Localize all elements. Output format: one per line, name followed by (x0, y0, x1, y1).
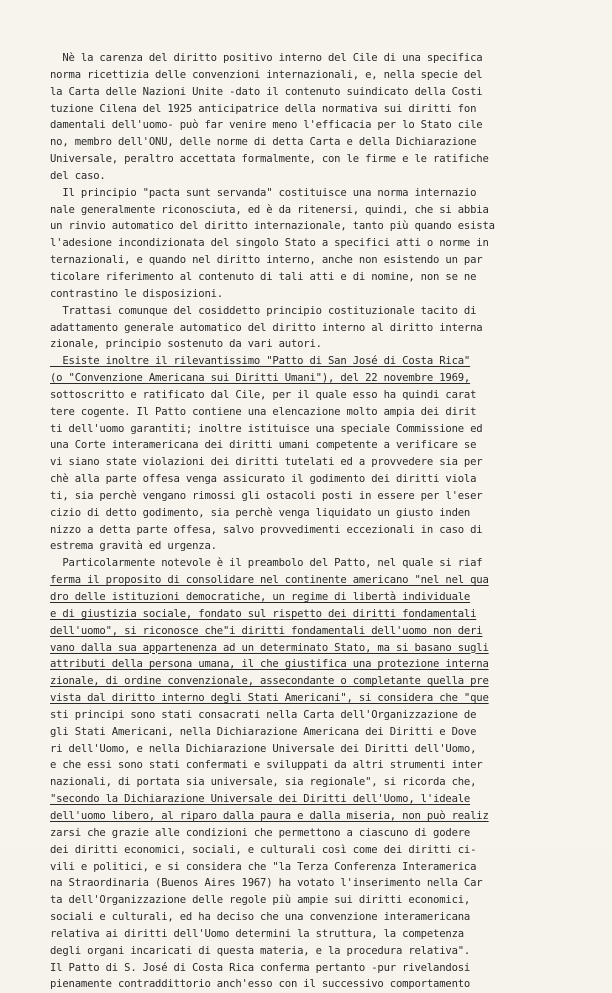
text-line: Il principio "pacta sunt servanda" costituisce una norma internazio (50, 186, 477, 199)
text-line: una Corte interamericana dei diritti umani competente a verificare se (50, 439, 477, 452)
text-line: sti principi sono stati consacrati nella Carta dell'Organizzazione de (50, 708, 477, 721)
text-line: vili e politici, e si considera che "la Terza Conferenza Interamerica (50, 860, 477, 873)
text-line: "secondo la Dichiarazione Universale dei Diritti dell'Uomo, l'ideale (50, 793, 471, 806)
document-body (50, 50, 570, 993)
text-line: sociali e culturali, ed ha deciso che una convenzione interamericana (50, 911, 471, 924)
text-line: contrastino le disposizioni. (50, 287, 223, 300)
text-line: cizio di detto godimento, sia perchè venga liquidato un giusto inden (50, 506, 471, 519)
text-line: pienamente contraddittorio anch'esso con il successivo comportamento (50, 978, 471, 991)
text-line: nizzo a detta parte offesa, salvo provvedimenti eccezionali in caso di (50, 523, 483, 536)
text-line: ternazionali, e quando nel diritto interno, anche non esistendo un par (50, 254, 483, 267)
text-line: l'adesione incondizionata del singolo Stato a specifici atti o norme in (50, 237, 489, 250)
text-line: un rinvio automatico del diritto internazionale, tanto più quando esista (50, 220, 495, 233)
text-line: attributi della persona umana, il che giustifica una protezione interna (50, 658, 489, 671)
text-line: chè alla parte offesa venga assicurato il godimento dei diritti viola (50, 473, 477, 486)
text-line: zionale, principio sostenuto da vari autori. (50, 338, 322, 351)
text-line: na Straordinaria (Buenos Aires 1967) ha votato l'inserimento nella Car (50, 877, 483, 890)
text-line: nale generalmente riconosciuta, ed è da ritenersi, quindi, che si abbia (50, 203, 489, 216)
text-line: Esiste inoltre il rilevantissimo "Patto di San José di Costa Rica" (50, 355, 471, 368)
text-line: ferma il proposito di consolidare nel continente americano "nel nel qua (50, 574, 489, 587)
text-line: Nè la carenza del diritto positivo interno del Cile di una specifica (50, 52, 483, 64)
text-line: gli Stati Americani, nella Dichiarazione Americana dei Diritti e Dove (50, 725, 477, 738)
text-line: dro delle istituzioni democratiche, un regime di libertà individuale (50, 591, 471, 603)
text-line: nazionali, di portata sia universale, sia regionale", si ricorda che, (50, 776, 477, 789)
text-line: (o "Convenzione Americana sui Diritti Umani"), del 22 novembre 1969, (50, 372, 471, 385)
text-line: ticolare riferimento al contenuto di tali atti e di nomine, non se ne (50, 270, 477, 283)
text-line: dell'uomo libero, al riparo dalla paura e dalla miseria, non può realiz (50, 809, 489, 822)
text-line: vista dal diritto interno degli Stati Americani", si considera che "que (50, 692, 489, 705)
text-line: relativa ai diritti dell'Uomo determini la struttura, la competenza (50, 927, 464, 940)
text-line: vi siano state violazioni dei diritti tutelati ed a provvedere sia per (50, 456, 483, 469)
text-line: e di giustizia sociale, fondato sul rispetto dei diritti fondamentali (50, 607, 477, 620)
text-line: Particolarmente notevole è il preambolo del Patto, nel quale si riaf (50, 557, 483, 570)
text-line: estrema gravità ed urgenza. (50, 540, 217, 553)
text-line: ta dell'Organizzazione delle regole più ampie sui diritti economici, (50, 894, 471, 907)
text-line: norma ricettizia delle convenzioni internazionali, e, nella specie del (50, 68, 483, 81)
text-line: Il Patto di S. José di Costa Rica conferma pertanto -pur rivelandosi (50, 961, 471, 974)
text-line: ti, sia perchè vengano rimossi gli ostacoli posti in essere per l'eser (50, 489, 483, 502)
text-line: zarsi che grazie alle condizioni che permettono a ciascuno di godere (50, 826, 471, 839)
text-line: adattamento generale automatico del diritto interno al diritto interna (50, 321, 483, 334)
text-line: ri dell'Uomo, e nella Dichiarazione Universale dei Diritti dell'Uomo, (50, 742, 477, 755)
text-line: degli organi incaricati di questa materia, e la procedura relativa". (50, 944, 471, 957)
text-line: dell'uomo", si riconosce che"i diritti fondamentali dell'uomo non deri (50, 624, 483, 637)
text-line: Trattasi comunque del cosiddetto principio costituzionale tacito di (50, 304, 477, 317)
text-line: e che essi sono stati confermati e sviluppati da altri strumenti inter (50, 759, 483, 772)
text-line: tuzione Cilena del 1925 anticipatrice della normativa sui diritti fon (50, 102, 477, 115)
text-line: la Carta delle Nazioni Unite -dato il contenuto suindicato della Costi (50, 85, 483, 98)
text-line: Universale, peraltro accettata formalmente, con le firme e le ratifiche (50, 153, 489, 166)
text-line: damentali dell'uomo- può far venire meno l'efficacia per lo Stato cile (50, 119, 483, 132)
text-line: zionale, di ordine convenzionale, assecondante o completante quella pre (50, 675, 489, 688)
text-line: ti dell'uomo garantiti; inoltre istituisce una speciale Commissione ed (50, 422, 483, 435)
text-line: dei diritti economici, sociali, e culturali così come dei diritti ci- (50, 843, 477, 856)
text-line: tere cogente. Il Patto contiene una elencazione molto ampia dei dirit (50, 405, 477, 418)
text-line: sottoscritto e ratificato dal Cile, per il quale esso ha quindi carat (50, 388, 477, 401)
text-line: vano dalla sua appartenenza ad un determinato Stato, ma si basano sugli (50, 641, 489, 654)
text-line: no, membro dell'ONU, delle norme di detta Carta e della Dichiarazione (50, 136, 477, 149)
text-line: del caso. (50, 169, 106, 182)
